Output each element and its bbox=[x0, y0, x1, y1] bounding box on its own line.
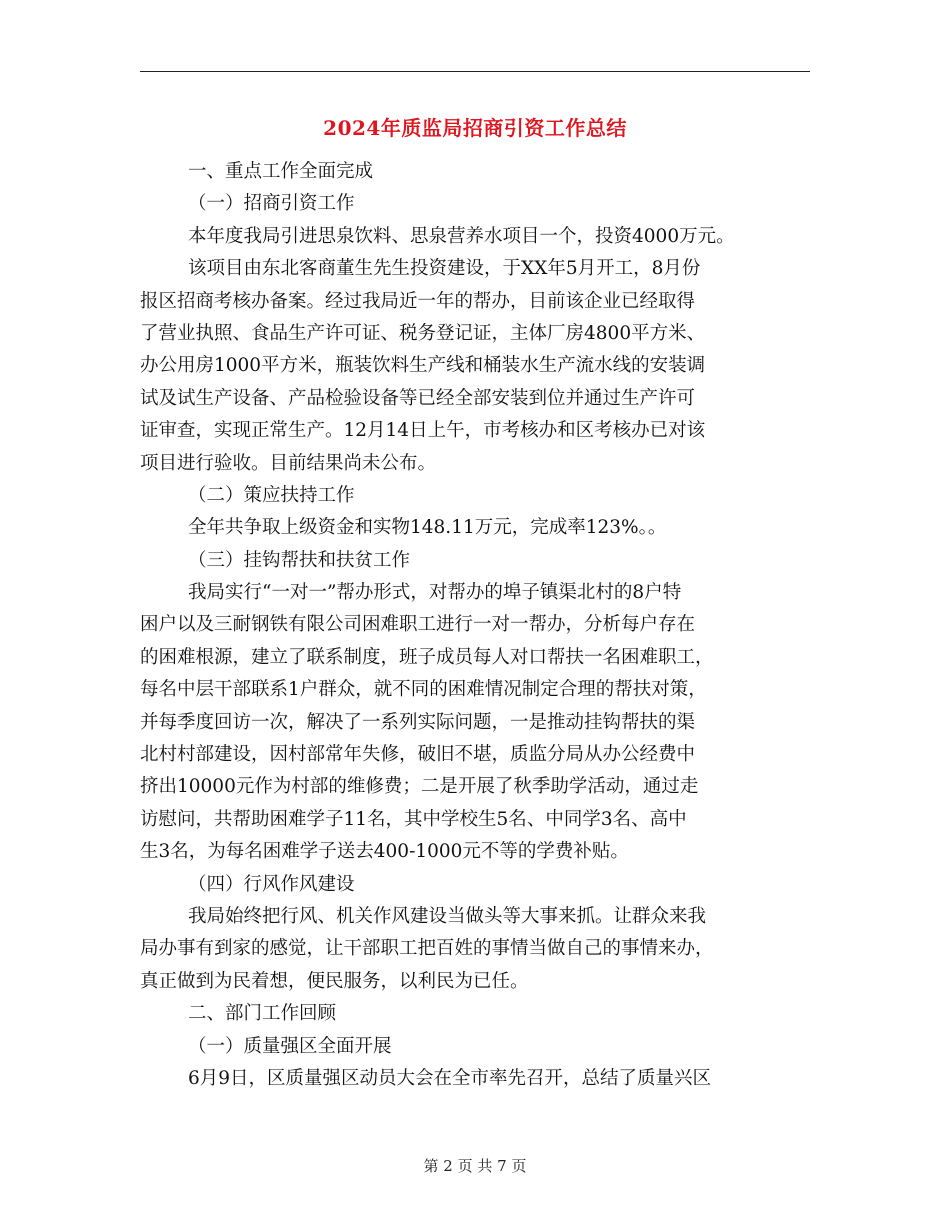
text-line: 并每季度回访一次，解决了一系列实际问题，一是推动挂钩帮扶的渠 bbox=[140, 711, 696, 733]
text-line: 全年共争取上级资金和实物148.11万元，完成率123%。。 bbox=[188, 517, 667, 539]
text-line: 局办事有到家的感觉，让干部职工把百姓的事情当做自己的事情来办， bbox=[140, 938, 714, 960]
text-line: 的困难根源，建立了联系制度，班子成员每人对口帮扶一名困难职工， bbox=[140, 646, 714, 668]
text-line: 困户以及三耐钢铁有限公司困难职工进行一对一帮办，分析每户存在 bbox=[140, 614, 696, 636]
text-line: 我局始终把行风、机关作风建设当做头等大事来抓。让群众来我 bbox=[188, 905, 707, 927]
text-line: 6月9日，区质量强区动员大会在全市率先召开，总结了质量兴区 bbox=[188, 1067, 712, 1089]
header-rule bbox=[140, 71, 810, 72]
text-line: 访慰问，共帮助困难学子11名，其中学校生5名、中同学3名、高中 bbox=[140, 808, 687, 830]
text-line: （一）质量强区全面开展 bbox=[188, 1035, 392, 1057]
text-line: （一）招商引资工作 bbox=[188, 193, 355, 215]
text-line: 了营业执照、食品生产许可证、税务登记证，主体厂房4800平方米、 bbox=[140, 322, 706, 344]
text-line: （三）挂钩帮扶和扶贫工作 bbox=[188, 549, 411, 571]
text-line: 项目进行验收。目前结果尚未公布。 bbox=[140, 452, 437, 474]
text-line: 我局实行“一对一”帮办形式，对帮办的埠子镇渠北村的8户特 bbox=[188, 582, 682, 604]
text-line: 办公用房1000平方米，瓶装饮料生产线和桶装水生产流水线的安装调 bbox=[140, 355, 706, 377]
text-line: 一、重点工作全面完成 bbox=[188, 161, 374, 182]
document-body bbox=[140, 156, 820, 1095]
text-line: （二）策应扶持工作 bbox=[188, 484, 355, 506]
text-line: 试及试生产设备、产品检验设备等已经全部安装到位并通过生产许可 bbox=[140, 387, 696, 409]
text-line: （四）行风作风建设 bbox=[188, 873, 355, 895]
text-line: 每名中层干部联系1户群众，就不同的困难情况制定合理的帮扶对策， bbox=[140, 679, 707, 701]
text-line: 本年度我局引进思泉饮料、思泉营养水项目一个，投资4000万元。 bbox=[188, 225, 735, 247]
text-line: 证审查，实现正常生产。12月14日上午，市考核办和区考核办已对该 bbox=[140, 420, 706, 442]
text-line: 二、部门工作回顾 bbox=[188, 1003, 337, 1025]
text-line: 真正做到为民着想，便民服务，以利民为已任。 bbox=[140, 970, 529, 992]
text-line: 该项目由东北客商董生先生投资建设，于XX年5月开工，8月份 bbox=[188, 258, 701, 280]
text-line: 挤出10000元作为村部的维修费；二是开展了秋季助学活动，通过走 bbox=[140, 776, 699, 798]
page-footer: 第 2 页 共 7 页 bbox=[423, 1157, 527, 1175]
text-line: 报区招商考核办备案。经过我局近一年的帮办，目前该企业已经取得 bbox=[140, 290, 696, 312]
text-line: 生3名，为每名困难学子送去400-1000元不等的学费补贴。 bbox=[140, 841, 629, 863]
document-title: 2024年质监局招商引资工作总结 bbox=[323, 116, 627, 140]
text-line: 北村村部建设，因村部常年失修，破旧不堪，质监分局从办公经费中 bbox=[140, 744, 696, 766]
